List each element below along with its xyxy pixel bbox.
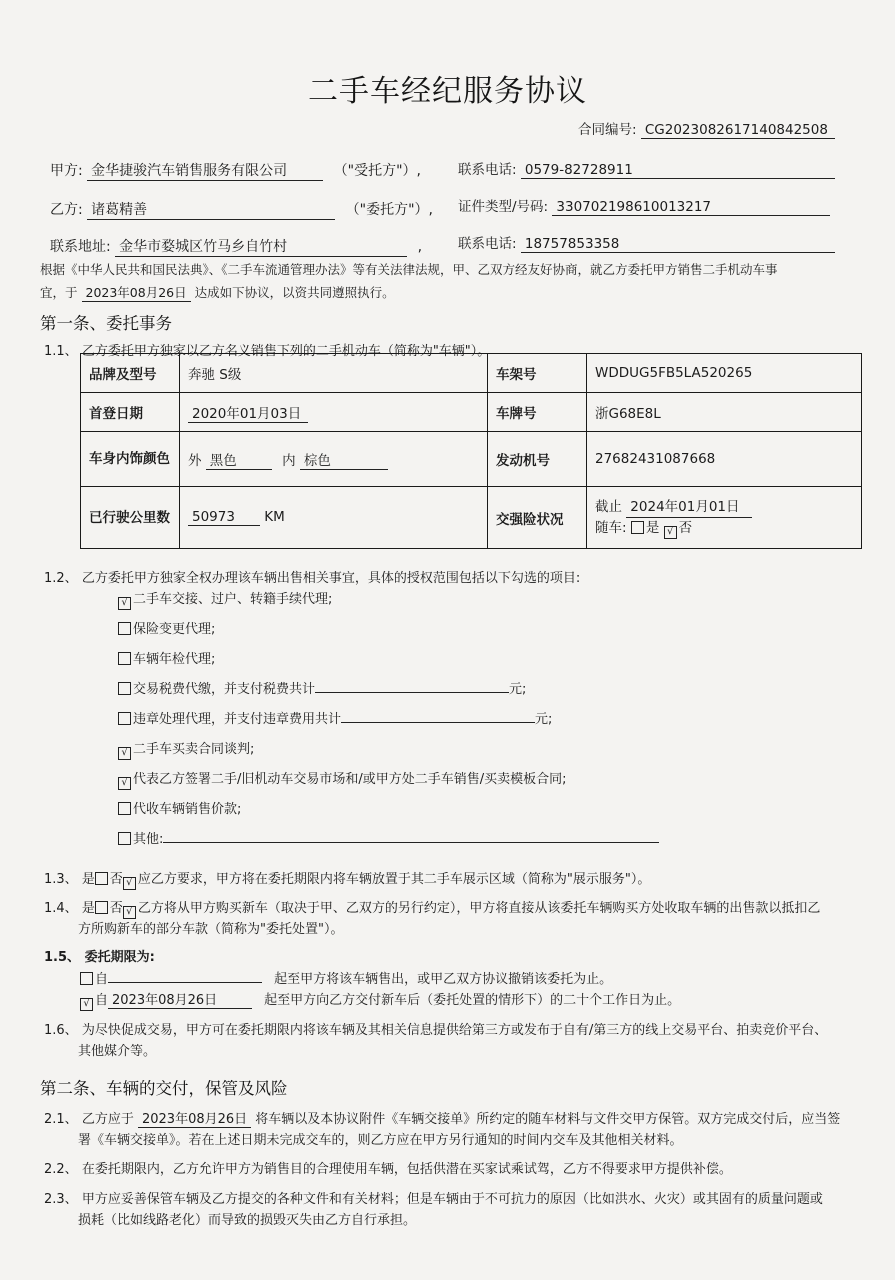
insurance-yes-checkbox[interactable] xyxy=(631,521,644,534)
section-2-2: 2.2、 在委托期限内，乙方允许甲方为销售目的合理使用车辆，包括供潜在买家试乘试驾，乙方不得要求甲方提供补偿。 xyxy=(44,1162,732,1177)
reg-date-cell xyxy=(180,393,488,432)
reg-date-value: 2020年01月03日 xyxy=(188,402,308,423)
term-option-2: √ 自 2023年08月26日 起至甲方向乙方交付新车后（委托处置的情形下）的二十个工作日为止。 xyxy=(80,989,680,1011)
tax-amount-field[interactable] xyxy=(315,692,509,693)
delivery-date: 2023年08月26日 xyxy=(138,1108,251,1128)
insurance-cell: 截止 2024年01月01日 随车: 是 √ 否 xyxy=(587,487,862,549)
section-2-1: 2.1、 乙方应于 2023年08月26日 将车辆以及本协议附件《车辆交接单》所约定的随车材料与文件交甲方保管。双方完成交付后，应当签 xyxy=(44,1108,840,1128)
interior-color: 棕色 xyxy=(300,449,388,470)
section-1-4-no-checkbox[interactable]: √ xyxy=(123,906,136,919)
violation-amount-field[interactable] xyxy=(341,722,535,723)
option-tax-payment: 交易税费代缴，并支付税费共计 元; xyxy=(118,678,526,697)
article-2-title: 第二条、车辆的交付，保管及风险 xyxy=(40,1079,288,1098)
vin-value: WDDUG5FB5LA520265 xyxy=(587,354,862,393)
option-violation-handling: 违章处理代理，并支付违章费用共计 元; xyxy=(118,708,552,727)
checkbox[interactable]: √ xyxy=(118,747,131,760)
table-row xyxy=(81,393,862,432)
mileage-value: 50973 xyxy=(188,509,260,526)
insurance-no-checkbox[interactable]: √ xyxy=(664,526,677,539)
party-a-row: 甲方: 金华捷骏汽车销售服务有限公司 （"受托方"）, xyxy=(50,160,421,181)
agreement-date: 2023年08月26日 xyxy=(82,283,191,302)
exterior-color: 黑色 xyxy=(206,449,272,470)
section-2-3: 2.3、 甲方应妥善保管车辆及乙方提交的各种文件和有关材料；但是车辆由于不可抗力的原因（比如洪水、火灾）或其固有的质量问题或 xyxy=(44,1192,823,1207)
checkbox[interactable] xyxy=(118,832,131,845)
party-b-id-row: 证件类型/号码: 330702198610013217 xyxy=(458,195,830,216)
intro-line-2: 宜，于 2023年08月26日 达成如下协议，以资共同遵照执行。 xyxy=(40,285,395,300)
section-1-1: 1.1、 乙方委托甲方独家以乙方名义销售下列的二手机动车（简称为"车辆"）。 xyxy=(44,344,491,359)
contact-address: 金华市婺城区竹马乡自竹村 xyxy=(115,236,407,257)
term-option-1-checkbox[interactable] xyxy=(80,972,93,985)
engine-label: 发动机号 xyxy=(488,432,587,487)
color-cell: 外 黑色 内 棕色 xyxy=(180,432,488,487)
party-a-name: 金华捷骏汽车销售服务有限公司 xyxy=(87,160,323,181)
section-1-4-yes-checkbox[interactable] xyxy=(95,901,108,914)
contact-phone: 18757853358 xyxy=(521,236,835,253)
option-transfer-agency: √ 二手车交接、过户、转籍手续代理; xyxy=(118,588,332,610)
checkbox[interactable] xyxy=(118,682,131,695)
section-2-3-line-2: 损耗（比如线路老化）而导致的损毁灭失由乙方自行承担。 xyxy=(78,1213,417,1228)
term-option-1-date[interactable] xyxy=(108,982,262,983)
brand-label: 品牌及型号 xyxy=(81,354,180,393)
article-1-title: 第一条、委托事务 xyxy=(40,314,172,333)
checkbox[interactable] xyxy=(118,712,131,725)
color-label: 车身内饰颜色 xyxy=(81,432,180,487)
checkbox[interactable] xyxy=(118,622,131,635)
option-sign-template-contract: √ 代表乙方签署二手/旧机动车交易市场和/或甲方处二手车销售/买卖模板合同; xyxy=(118,768,567,790)
party-b-name: 诸葛精善 xyxy=(87,199,335,220)
page-title: 二手车经纪服务协议 xyxy=(308,74,587,109)
table-row xyxy=(81,487,862,549)
mileage-cell: 50973 KM xyxy=(180,487,488,549)
section-1-6-line-2: 其他媒介等。 xyxy=(78,1044,157,1059)
section-1-3: 1.3、 是 否 √ 应乙方要求，甲方将在委托期限内将车辆放置于其二手车展示区域（简称为"展示服务"）。 xyxy=(44,872,651,888)
section-1-6: 1.6、 为尽快促成交易，甲方可在委托期限内将该车辆及其相关信息提供给第三方或发布于自有/第三方的线上交易平台、拍卖竞价平台、 xyxy=(44,1023,828,1038)
other-field[interactable] xyxy=(163,842,659,843)
section-1-4: 1.4、 是 否 √ 乙方将从甲方购买新车（取决于甲、乙双方的另行约定），甲方将直接从该委托车辆购买方处收取车辆的出售款以抵扣乙 xyxy=(44,901,821,917)
brand-value: 奔驰 S级 xyxy=(180,354,488,393)
intro-line-1: 根据《中华人民共和国民法典》、《二手车流通管理办法》等有关法律法规，甲、乙双方经友好协商，就乙方委托甲方销售二手机动车事 xyxy=(40,262,778,277)
party-a-phone: 0579-82728911 xyxy=(521,162,835,179)
contact-address-row: 联系地址: 金华市婺城区竹马乡自竹村 , xyxy=(50,236,422,257)
checkbox[interactable] xyxy=(118,802,131,815)
party-a-phone-row: 联系电话: 0579-82728911 xyxy=(458,158,835,179)
term-option-2-date: 2023年08月26日 xyxy=(108,989,252,1009)
option-other: 其他: xyxy=(118,828,659,847)
section-1-3-yes-checkbox[interactable] xyxy=(95,872,108,885)
checkbox[interactable]: √ xyxy=(118,777,131,790)
term-option-2-checkbox[interactable]: √ xyxy=(80,998,93,1011)
option-insurance-change: 保险变更代理; xyxy=(118,618,215,637)
section-1-2: 1.2、 乙方委托甲方独家全权办理该车辆出售相关事宜，具体的授权范围包括以下勾选的项目: xyxy=(44,571,581,586)
contact-phone-row: 联系电话: 18757853358 xyxy=(458,232,835,253)
mileage-label: 已行驶公里数 xyxy=(81,487,180,549)
checkbox[interactable] xyxy=(118,652,131,665)
contract-number-value: CG2023082617140842508 xyxy=(641,122,835,139)
vin-label: 车架号 xyxy=(488,354,587,393)
option-annual-inspection: 车辆年检代理; xyxy=(118,648,215,667)
contract-number: 合同编号: CG2023082617140842508 xyxy=(578,118,835,139)
section-1-4-line-2: 方所购新车的部分车款（简称为"委托处置"）。 xyxy=(78,922,344,937)
engine-value: 27682431087668 xyxy=(587,432,862,487)
table-row xyxy=(81,354,862,393)
vehicle-table xyxy=(80,353,862,549)
party-b-row: 乙方: 诸葛精善 （"委托方"）, xyxy=(50,199,433,220)
option-contract-negotiation: √ 二手车买卖合同谈判; xyxy=(118,738,254,760)
insurance-date: 2024年01月01日 xyxy=(626,497,752,518)
plate-label: 车牌号 xyxy=(488,393,587,432)
plate-value: 浙G68E8L xyxy=(587,393,862,432)
table-row xyxy=(81,432,862,487)
section-1-5: 1.5、 委托期限为: xyxy=(44,950,155,965)
section-1-3-no-checkbox[interactable]: √ xyxy=(123,877,136,890)
party-b-id: 330702198610013217 xyxy=(552,199,830,216)
option-collect-payment: 代收车辆销售价款; xyxy=(118,798,241,817)
insurance-label: 交强险状况 xyxy=(488,487,587,549)
section-2-1-line-2: 署《车辆交接单》。若在上述日期未完成交车的，则乙方应在甲方另行通知的时间内交车及其他相关材料。 xyxy=(78,1133,683,1148)
term-option-1: 自 起至甲方将该车辆售出，或甲乙双方协议撤销该委托为止。 xyxy=(80,968,612,987)
reg-date-label: 首登日期 xyxy=(81,393,180,432)
checkbox[interactable]: √ xyxy=(118,597,131,610)
